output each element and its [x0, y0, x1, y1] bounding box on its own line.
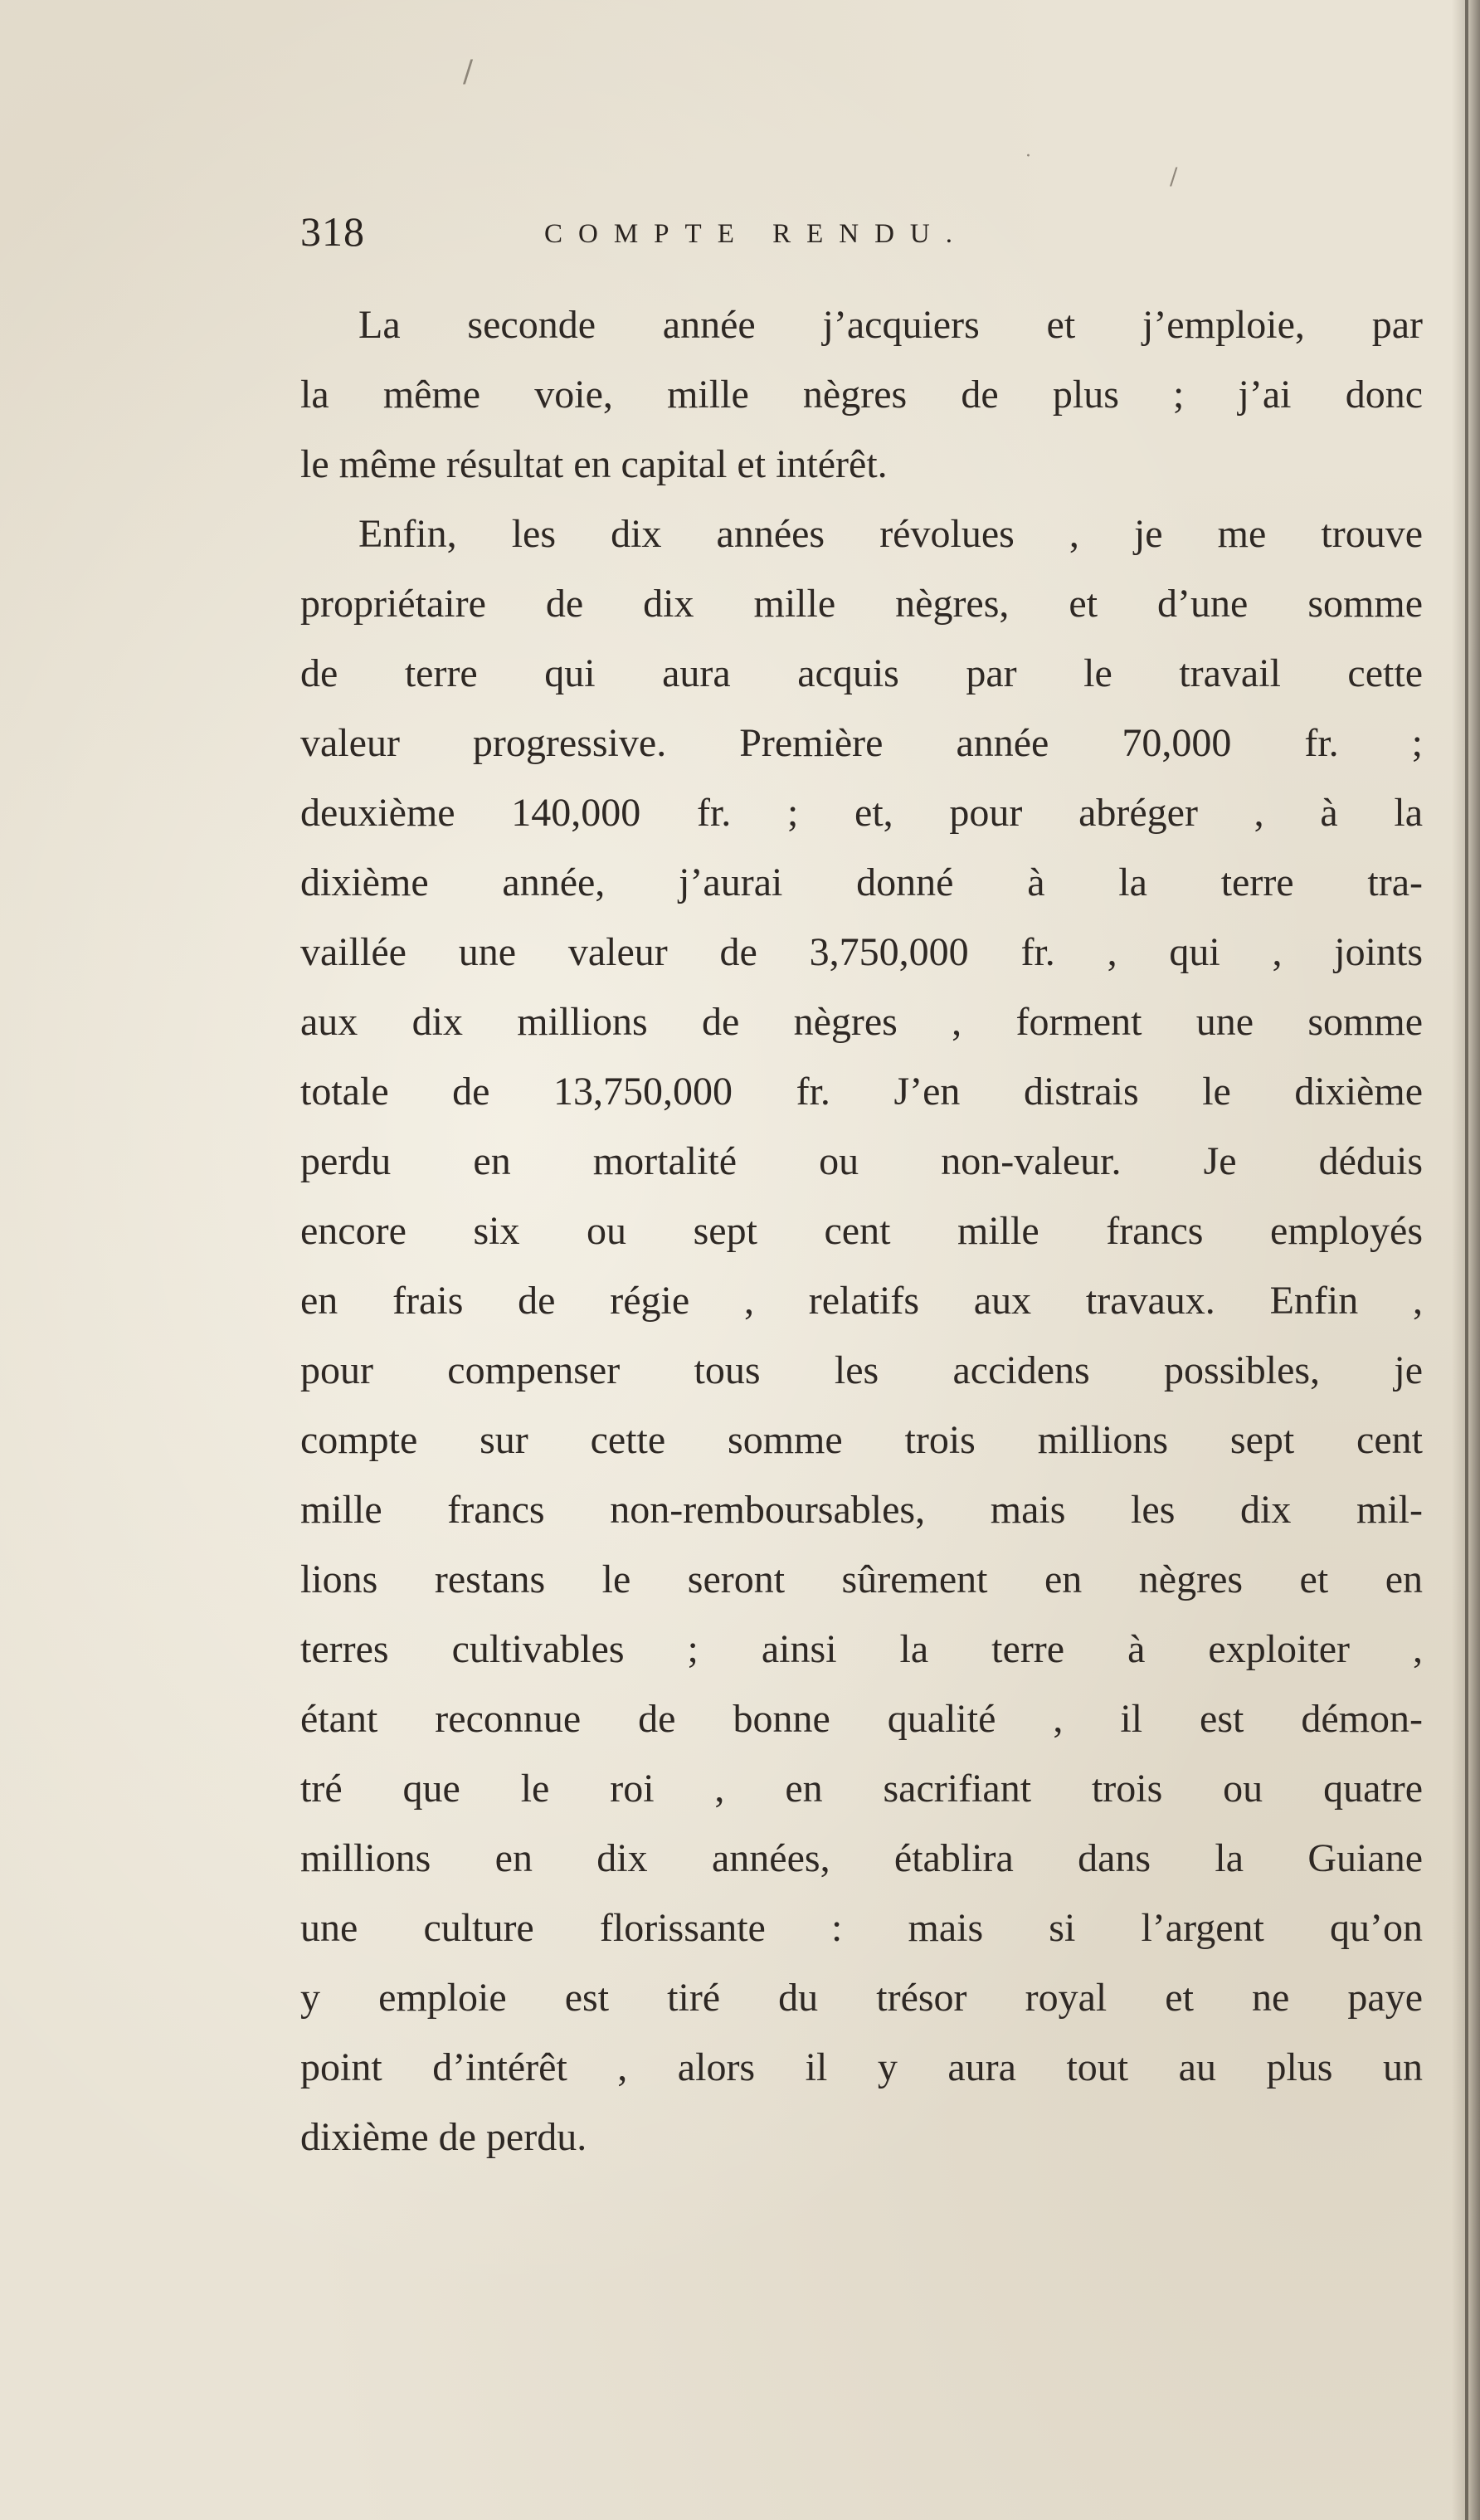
text-line: perdu en mortalité ou non-valeur. Je déduis [300, 1139, 1423, 1183]
text-line: la même voie, mille nègres de plus ; j’ai donc [300, 373, 1423, 417]
text-line: terres cultivables ; ainsi la terre à exploiter , [300, 1627, 1423, 1671]
text-line: de terre qui aura acquis par le travail cette [300, 651, 1423, 695]
page-edge-line [1465, 0, 1468, 2520]
text-line: point d’intérêt , alors il y aura tout au plus un [300, 2045, 1423, 2089]
text-line: le même résultat en capital et intérêt. [300, 442, 888, 486]
text-line: lions restans le seront sûrement en nègres et en [300, 1557, 1423, 1601]
text-line: y emploie est tiré du trésor royal et ne paye [300, 1976, 1423, 2020]
text-line: totale de 13,750,000 fr. J’en distrais le dixième [300, 1070, 1423, 1114]
text-line: Enfin, les dix années révolues , je me trouve [358, 512, 1423, 556]
text-line: en frais de régie , relatifs aux travaux. Enfin , [300, 1279, 1423, 1323]
text-line: dixième de perdu. [300, 2115, 587, 2159]
text-line: aux dix millions de nègres , forment une somme [300, 1000, 1423, 1044]
text-line: deuxième 140,000 fr. ; et, pour abréger , à la [300, 791, 1423, 835]
text-line: compte sur cette somme trois millions sept cent [300, 1418, 1423, 1462]
running-head: COMPTE RENDU. [544, 219, 969, 249]
text-line: une culture florissante : mais si l’argent qu’on [300, 1906, 1423, 1950]
stray-ink-mark: / [463, 55, 474, 89]
stray-ink-mark: / [1170, 163, 1178, 190]
text-line: vaillée une valeur de 3,750,000 fr. , qui , joints [300, 930, 1423, 974]
text-line: encore six ou sept cent mille francs employés [300, 1209, 1423, 1253]
text-line: valeur progressive. Première année 70,000 fr. ; [300, 721, 1423, 765]
page-number: 318 [300, 208, 365, 255]
text-line: La seconde année j’acquiers et j’emploie, par [358, 303, 1423, 347]
body-text [300, 290, 1423, 2172]
text-line: millions en dix années, établira dans la Guiane [300, 1836, 1423, 1880]
stray-ink-mark: · [1025, 146, 1031, 167]
text-line: étant reconnue de bonne qualité , il est démon- [300, 1697, 1423, 1741]
text-line: propriétaire de dix mille nègres, et d’une somme [300, 582, 1423, 626]
text-line: dixième année, j’aurai donné à la terre tra- [300, 860, 1423, 904]
text-line: mille francs non-remboursables, mais les dix mil- [300, 1488, 1423, 1532]
text-line: pour compenser tous les accidens possibles, je [300, 1348, 1423, 1392]
page-header [300, 207, 1429, 274]
text-line: tré que le roi , en sacrifiant trois ou quatre [300, 1767, 1423, 1811]
